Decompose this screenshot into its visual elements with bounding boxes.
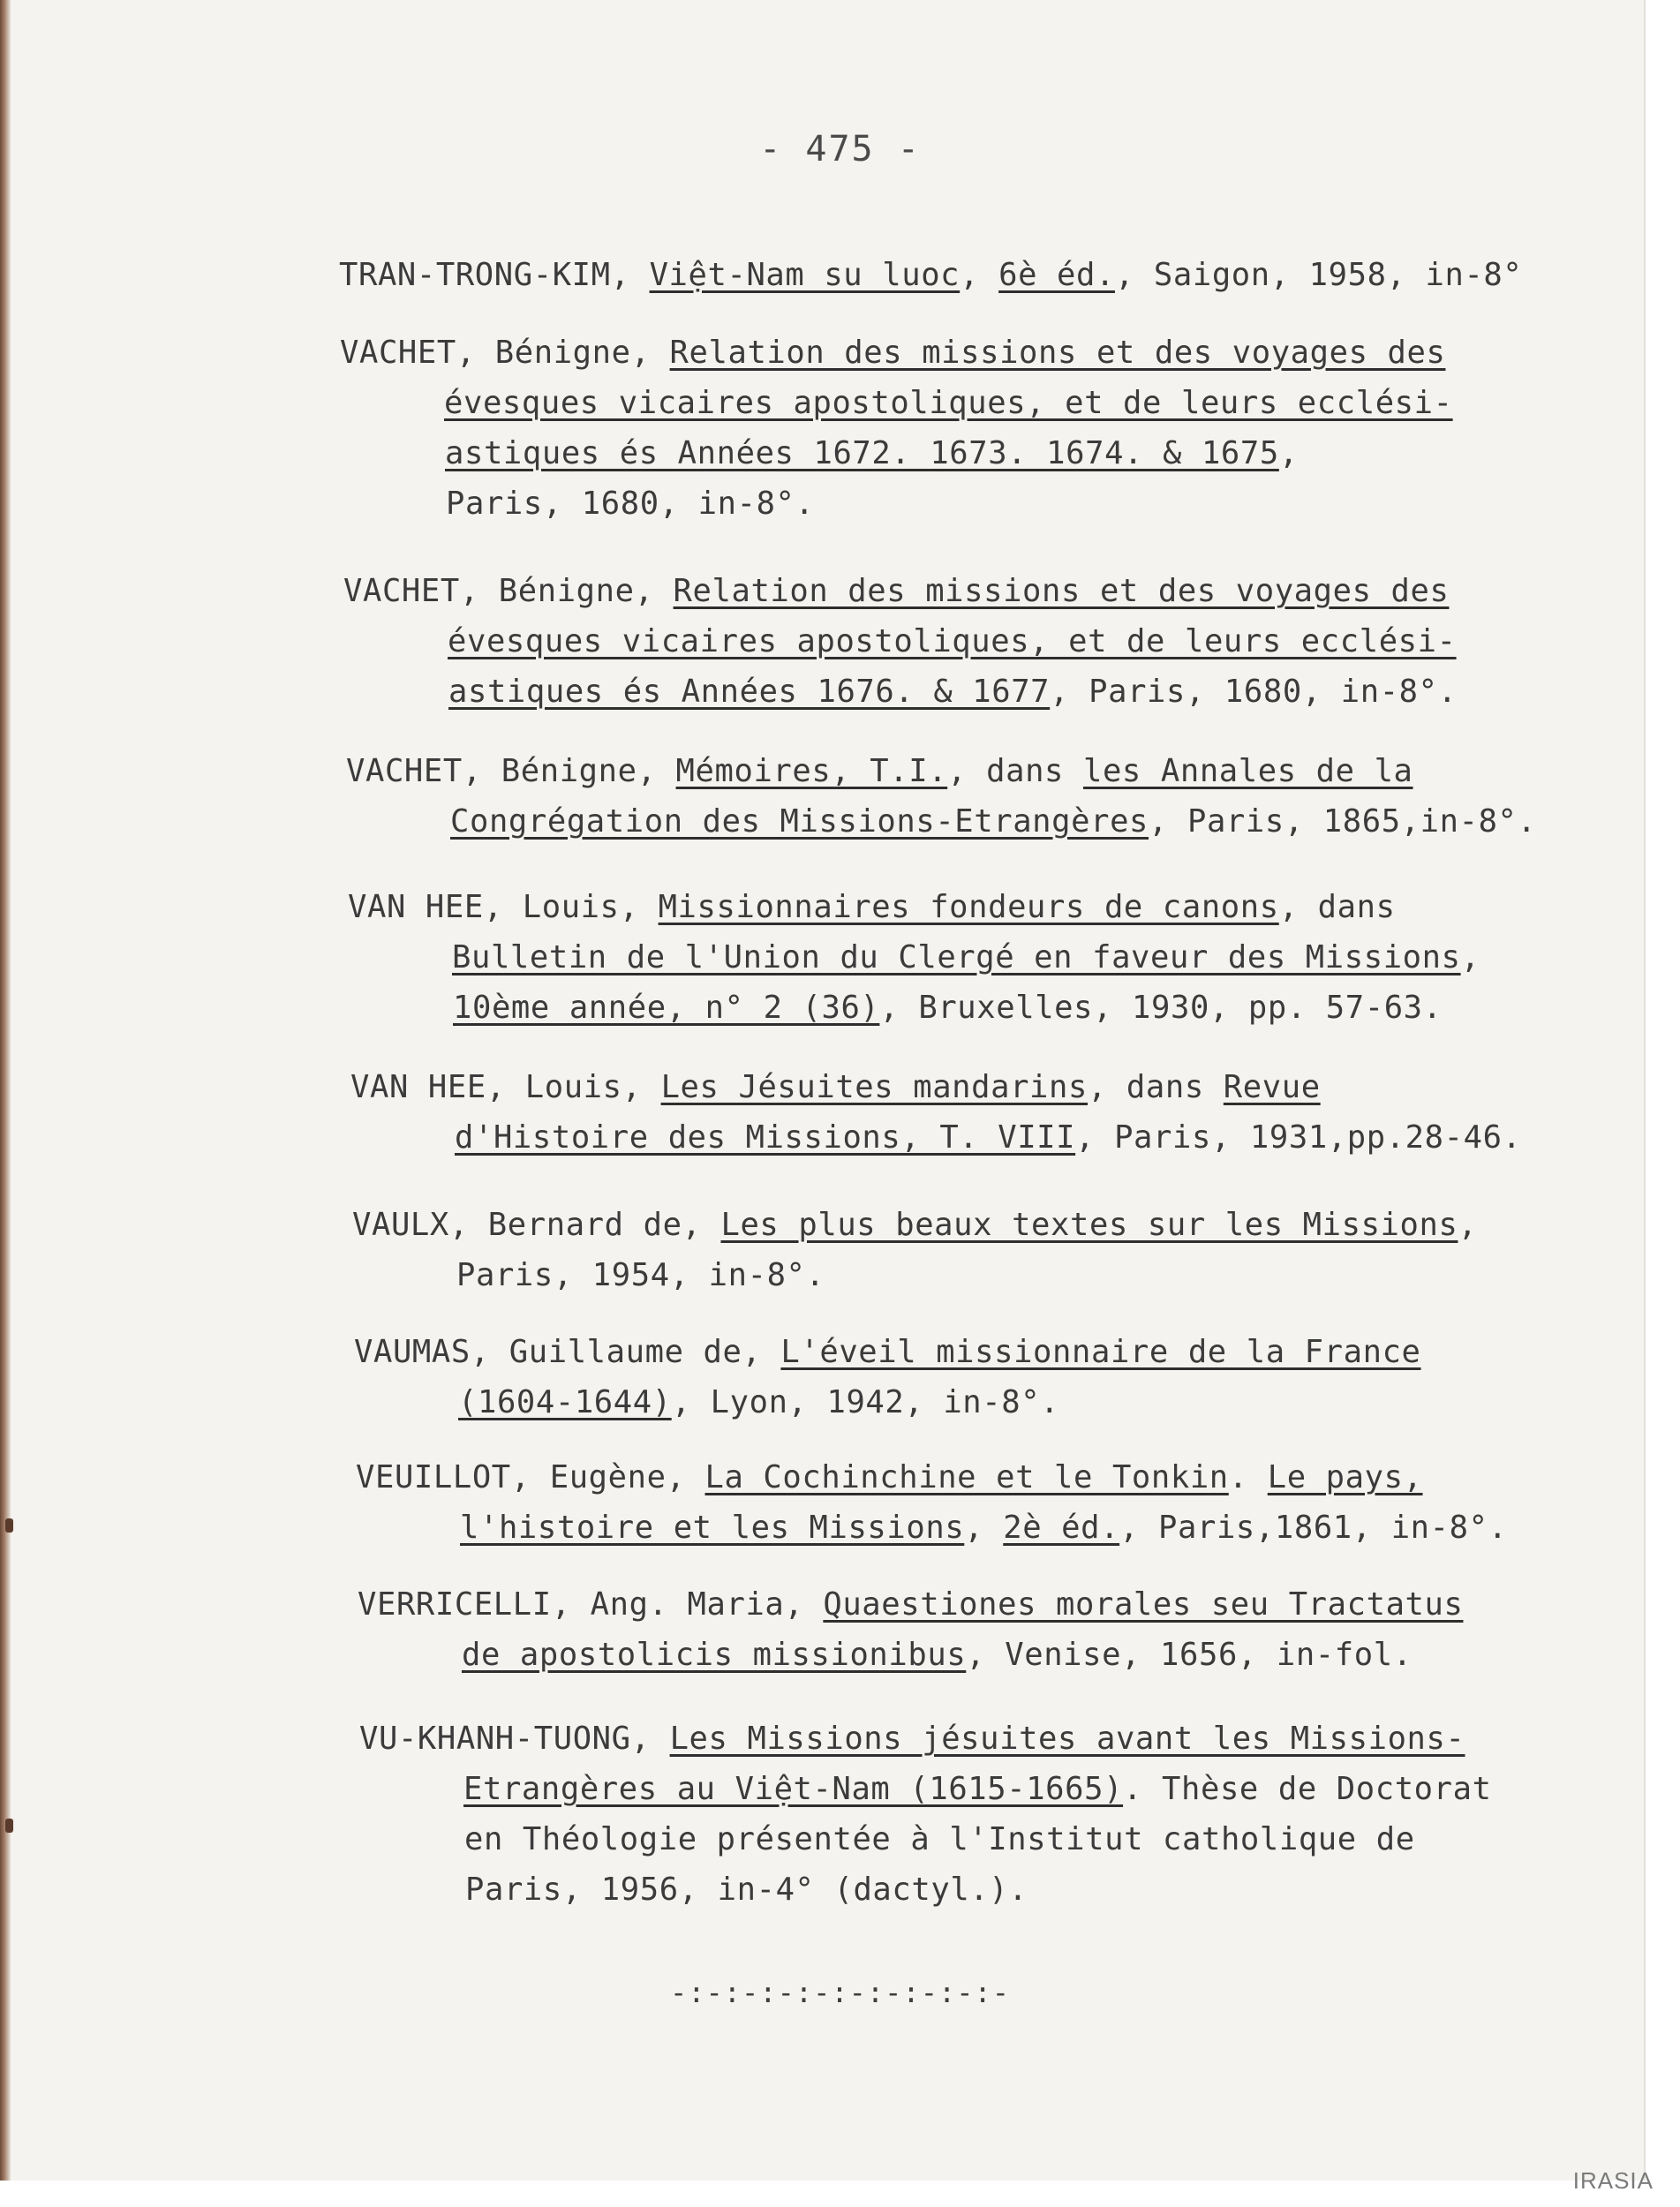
entry-first-line — [339, 256, 1522, 295]
entry-title-text: La Cochinchine et le Tonkin — [704, 1459, 1229, 1495]
entry-continuation-line — [460, 1509, 1508, 1548]
entry-title-text: évesques vicaires apostoliques, et de leurs ecclési- — [448, 623, 1457, 659]
entry-text: VACHET, Bénigne, — [340, 335, 670, 371]
source-watermark: IRASIA — [1572, 2167, 1654, 2194]
entry-text: en Théologie présentée à l'Institut catholique de — [464, 1821, 1415, 1857]
entry-text: VAN HEE, Louis, — [348, 889, 659, 925]
entry-text: , — [1278, 435, 1299, 471]
entry-continuation-line — [462, 1636, 1413, 1675]
entry-title-text: L'éveil missionnaire de la France — [780, 1334, 1421, 1370]
entry-title-text: astiques és Années 1676. & 1677 — [448, 674, 1051, 710]
entry-continuation-line — [445, 434, 1299, 473]
entry-text: , Bruxelles, 1930, pp. 57-63. — [879, 990, 1443, 1026]
entry-text: , Lyon, 1942, in-8°. — [671, 1384, 1060, 1420]
entry-title-text: les Annales de la — [1082, 753, 1413, 789]
entry-continuation-line — [448, 622, 1457, 661]
entry-first-line — [340, 334, 1445, 373]
entry-continuation-line — [448, 673, 1458, 712]
entry-text: , dans — [1087, 1069, 1224, 1105]
entry-title-text: astiques és Années 1672. 1673. 1674. & 1675 — [445, 435, 1279, 471]
entry-text: VAUMAS, Guillaume de, — [354, 1334, 781, 1370]
entry-title-text: Relation des missions et des voyages des — [669, 335, 1446, 371]
entry-text: , Paris, 1865,in-8°. — [1149, 803, 1537, 840]
entry-title-text: évesques vicaires apostoliques, et de leurs ecclési- — [444, 385, 1453, 421]
entry-first-line — [350, 1068, 1321, 1107]
entry-text: VERRICELLI, Ang. Maria, — [358, 1586, 824, 1623]
entry-first-line — [359, 1720, 1465, 1759]
entry-first-line — [343, 572, 1449, 611]
page-number: - 475 - — [759, 129, 921, 169]
entry-text: , Venise, 1656, in-fol. — [966, 1637, 1413, 1673]
entry-title-text: d'Histoire des Missions, T. VIII — [455, 1119, 1076, 1156]
entry-text: VACHET, Bénigne, — [346, 753, 676, 789]
entry-text: Paris, 1680, in-8°. — [446, 486, 815, 522]
entry-continuation-line — [446, 485, 814, 524]
entry-continuation-line — [464, 1820, 1415, 1859]
entry-text: Paris, 1954, in-8°. — [456, 1257, 825, 1293]
entry-continuation-line — [452, 938, 1480, 977]
entry-title-text: Missionnaires fondeurs de canons — [658, 889, 1279, 925]
entry-text: , dans — [947, 753, 1083, 789]
entry-text: VU-KHANH-TUONG, — [359, 1721, 670, 1757]
entry-title-text: Mémoires, T.I. — [675, 753, 948, 789]
entry-title-text: Les Jésuites mandarins — [660, 1069, 1088, 1105]
entry-first-line — [358, 1586, 1463, 1624]
entry-title-text: Le pays, — [1267, 1459, 1423, 1495]
entry-first-line — [354, 1333, 1421, 1372]
entry-title-text: Etrangères au Việt-Nam (1615-1665) — [463, 1771, 1124, 1807]
entry-title-text: l'histoire et les Missions — [460, 1510, 965, 1546]
entry-text: VACHET, Bénigne, — [343, 573, 674, 609]
entry-text: , Paris, 1680, in-8°. — [1050, 674, 1458, 710]
entry-text: Paris, 1956, in-4° (dactyl.). — [465, 1872, 1028, 1908]
entry-text: , dans — [1278, 889, 1396, 925]
entry-text: , Saigon, 1958, in-8° — [1114, 257, 1523, 293]
entry-first-line — [356, 1458, 1423, 1497]
entry-text: , — [960, 257, 999, 293]
entry-title-text: Quaestiones morales seu Tractatus — [823, 1586, 1464, 1623]
entry-first-line — [346, 752, 1413, 791]
entry-text: VEUILLOT, Eugène, — [356, 1459, 705, 1495]
entry-text: VAN HEE, Louis, — [350, 1069, 661, 1105]
entry-continuation-line — [444, 384, 1453, 423]
entry-title-text: Les plus beaux textes sur les Missions — [720, 1207, 1458, 1243]
entry-title-text: Revue — [1223, 1069, 1321, 1105]
entry-title-text: Việt-Nam su luoc — [649, 257, 961, 293]
entry-text: , Paris, 1931,pp.28-46. — [1075, 1119, 1522, 1156]
entry-continuation-line — [450, 802, 1537, 841]
entry-text: VAULX, Bernard de, — [352, 1207, 721, 1243]
entry-title-text: de apostolicis missionibus — [462, 1637, 967, 1673]
entry-title-text: Congrégation des Missions-Etrangères — [450, 803, 1149, 840]
entry-text: , — [1460, 939, 1480, 975]
entry-title-text: 10ème année, n° 2 (36) — [453, 990, 880, 1026]
entry-text: . — [1228, 1459, 1268, 1495]
entry-continuation-line — [456, 1256, 825, 1295]
entry-continuation-line — [453, 989, 1443, 1028]
entry-continuation-line — [463, 1770, 1492, 1809]
entry-continuation-line — [465, 1871, 1028, 1909]
entry-text: , — [964, 1510, 1004, 1546]
entry-title-text: (1604-1644) — [458, 1384, 672, 1420]
entry-title-text: Relation des missions et des voyages des — [673, 573, 1450, 609]
entry-text: , — [1458, 1207, 1478, 1243]
entry-first-line — [352, 1206, 1477, 1245]
entry-text: TRAN-TRONG-KIM, — [339, 257, 650, 293]
entry-first-line — [348, 888, 1396, 927]
end-of-list-rule: -:-:-:-:-:-:-:-:-:- — [669, 1976, 1011, 2009]
entry-text: , Paris,1861, in-8°. — [1119, 1510, 1508, 1546]
entry-text: . Thèse de Doctorat — [1123, 1771, 1492, 1807]
entry-title-text: Bulletin de l'Union du Clergé en faveur des Missions — [452, 939, 1461, 975]
entry-continuation-line — [455, 1119, 1522, 1157]
entry-title-text: 6è éd. — [998, 257, 1115, 293]
entry-continuation-line — [458, 1383, 1059, 1422]
entry-title-text: 2è éd. — [1003, 1510, 1120, 1546]
entry-title-text: Les Missions jésuites avant les Missions- — [669, 1721, 1465, 1757]
